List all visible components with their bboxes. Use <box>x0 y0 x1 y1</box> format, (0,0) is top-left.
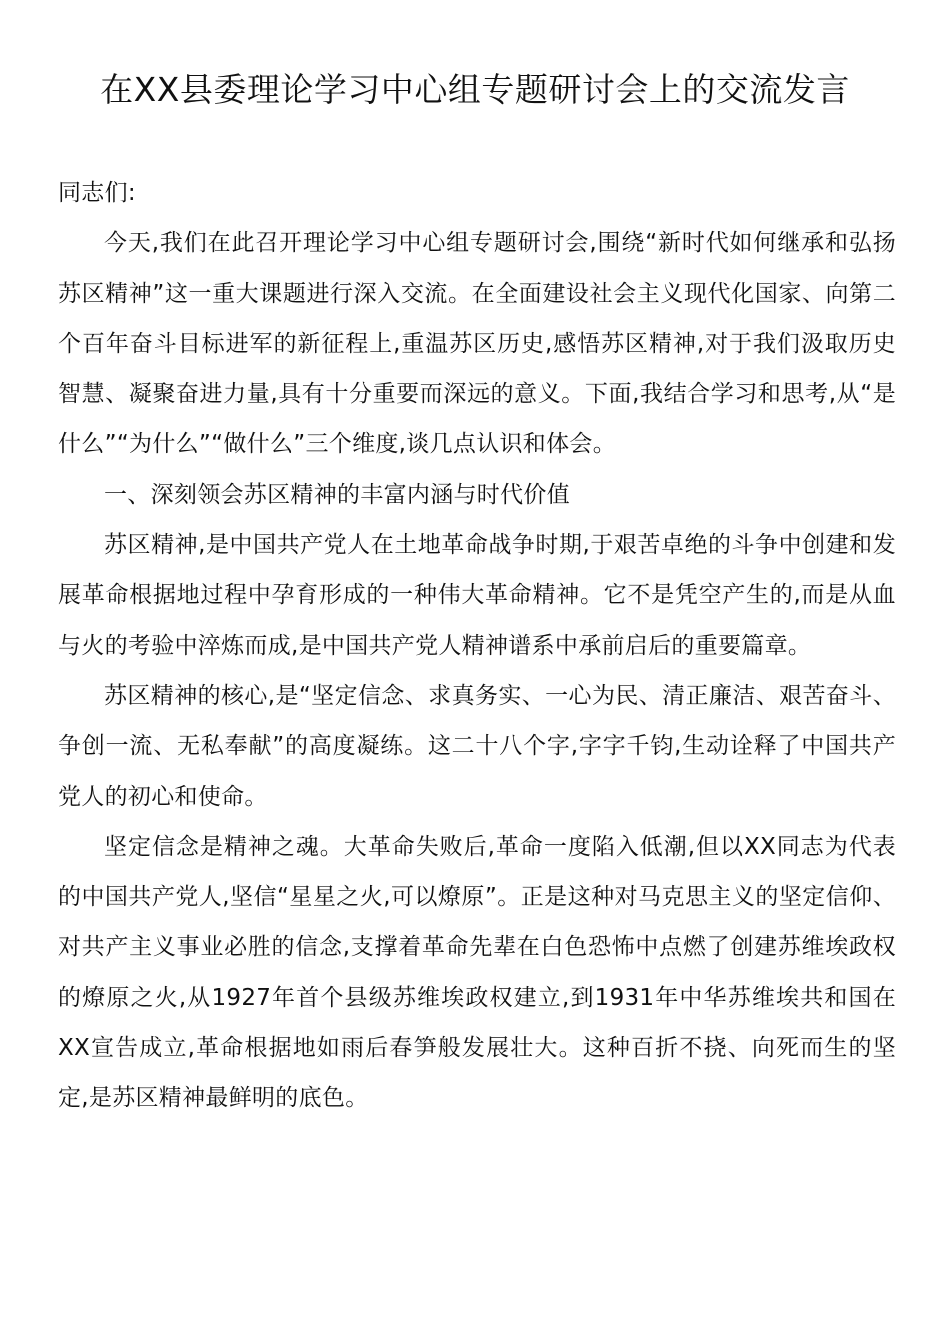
document-body <box>58 168 896 1124</box>
paragraph-belief: 坚定信念是精神之魂。大革命失败后,革命一度陷入低潮,但以XX同志为代表的中国共产党人,坚信“星星之火,可以燎原”。正是这种对马克思主义的坚定信仰、对共产主义事业必胜的信念,支撑着革命先辈在白色恐怖中点燃了创建苏维埃政权的燎原之火,从1927年首个县级苏维埃政权建立,到1931年中华苏维埃共和国在XX宣告成立,革命根据地如雨后春笋般发展壮大。这种百折不挠、向死而生的坚定,是苏区精神最鲜明的底色。 <box>58 833 896 1112</box>
paragraph-intro: 今天,我们在此召开理论学习中心组专题研讨会,围绕“新时代如何继承和弘扬苏区精神”这一重大课题进行深入交流。在全面建设社会主义现代化国家、向第二个百年奋斗目标进军的新征程上,重温苏区历史,感悟苏区精神,对于我们汲取历史智慧、凝聚奋进力量,具有十分重要而深远的意义。下面,我结合学习和思考,从“是什么”“为什么”“做什么”三个维度,谈几点认识和体会。 <box>58 230 896 458</box>
section-heading-1: 一、深刻领会苏区精神的丰富内涵与时代价值 <box>104 481 570 508</box>
paragraph-core: 苏区精神的核心,是“坚定信念、求真务实、一心为民、清正廉洁、艰苦奋斗、争创一流、无私奉献”的高度凝练。这二十八个字,字字千钧,生动诠释了中国共产党人的初心和使命。 <box>58 682 896 810</box>
salutation: 同志们: <box>58 180 136 206</box>
paragraph-definition: 苏区精神,是中国共产党人在土地革命战争时期,于艰苦卓绝的斗争中创建和发展革命根据地过程中孕育形成的一种伟大革命精神。它不是凭空产生的,而是从血与火的考验中淬炼而成,是中国共产党人精神谱系中承前启后的重要篇章。 <box>58 532 896 659</box>
document-title: 在XX县委理论学习中心组专题研讨会上的交流发言 <box>100 70 850 109</box>
